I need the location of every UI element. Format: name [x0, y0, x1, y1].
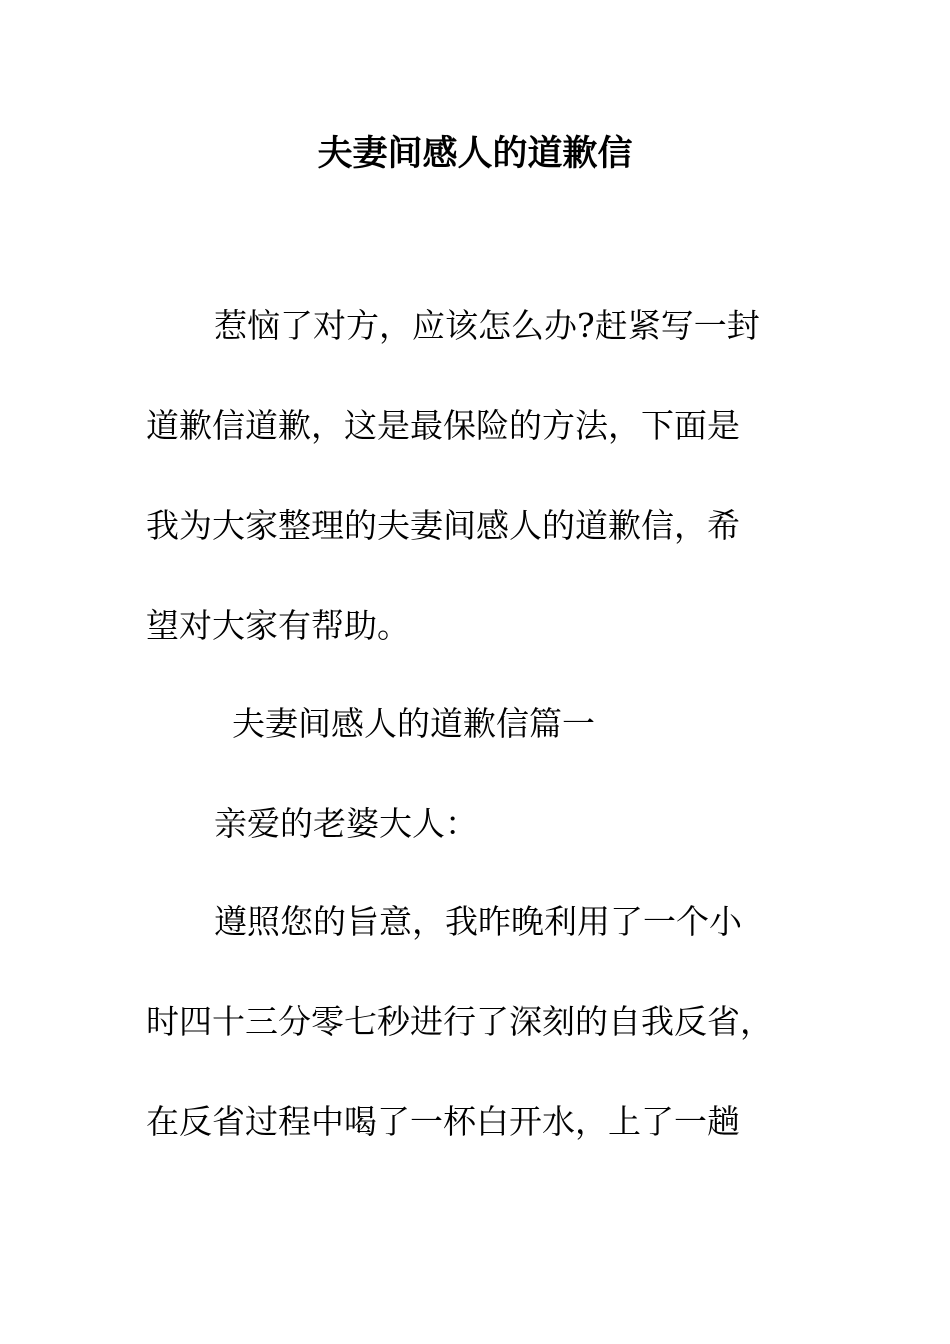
paragraph-line: 惹恼了对方，应该怎么办?赶紧写一封: [214, 306, 760, 345]
paragraph-line: 在反省过程中喝了一杯白开水，上了一趟: [146, 1102, 740, 1141]
salutation: 亲爱的老婆大人：: [214, 804, 478, 843]
document-title: 夫妻间感人的道歉信: [317, 133, 633, 174]
paragraph-line: 遵照您的旨意，我昨晚利用了一个小: [214, 902, 742, 941]
section-heading: 夫妻间感人的道歉信篇一: [232, 704, 595, 743]
paragraph-line: 道歉信道歉，这是最保险的方法，下面是: [146, 406, 740, 445]
paragraph-line: 时四十三分零七秒进行了深刻的自我反省，: [146, 1002, 773, 1041]
paragraph-line: 望对大家有帮助。: [146, 606, 410, 645]
paragraph-line: 我为大家整理的夫妻间感人的道歉信，希: [146, 506, 740, 545]
